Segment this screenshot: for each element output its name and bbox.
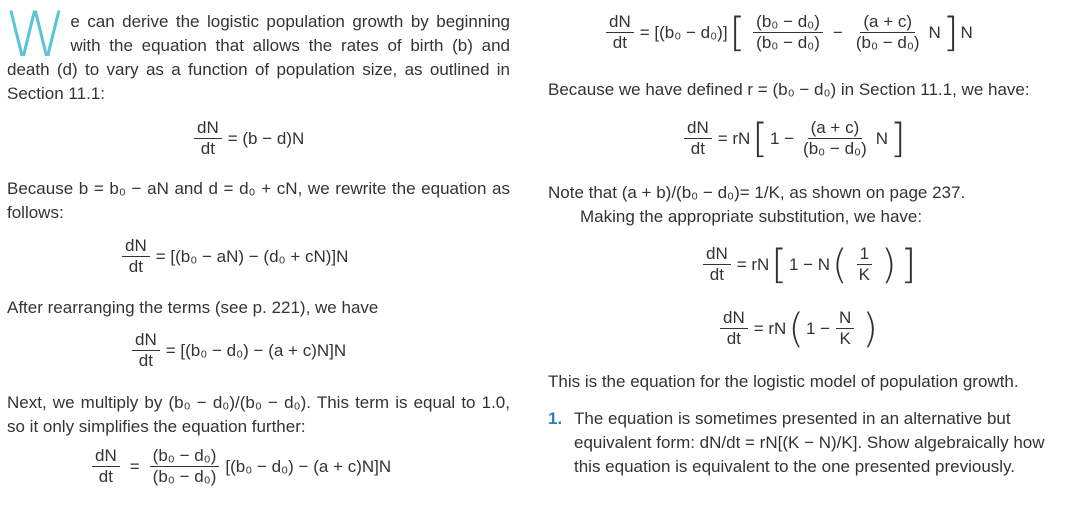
eq7-pre: = rN: [736, 254, 770, 274]
eq6-fden: (b₀ − d₀): [803, 139, 867, 158]
eq4-num: dN: [92, 446, 120, 467]
paragraph-5: Because we have defined r = (b₀ − d₀) in Section 11.1, we have:: [548, 80, 1030, 99]
eq3-rhs: = [(b₀ − d₀) − (a + c)N]N: [165, 340, 347, 360]
intro-text: e can derive the logistic population growth by beginning with the equation that allows the rates of birth (b) and death (d) to vary as a function of population size, as outlined in Section 11.1:: [7, 12, 510, 103]
eq7-fnum: 1: [857, 244, 872, 265]
eq2-rhs: = [(b₀ − aN) − (d₀ + cN)]N: [155, 246, 349, 266]
equation-4: [86, 446, 391, 487]
paragraph-7: Making the appropriate substitution, we have:: [580, 207, 923, 226]
drop-cap: W: [5, 0, 67, 71]
paragraph-4: Next, we multiply by (b₀ − d₀)/(b₀ − d₀). This term is equal to 1.0, so it only simplifies the equation further:: [7, 393, 510, 436]
left-bracket: [: [771, 241, 787, 288]
paragraph-3: After rearranging the terms (see p. 221), we have: [7, 298, 379, 317]
eq5-num: dN: [606, 12, 634, 33]
eq4-den: dt: [98, 467, 113, 486]
eq3-num: dN: [132, 330, 160, 351]
eq2-num: dN: [122, 236, 150, 257]
eq8-num: dN: [720, 308, 748, 329]
eq5-minus: −: [832, 22, 843, 42]
eq6-den: dt: [690, 139, 705, 158]
eq5-den: dt: [612, 33, 627, 52]
eq6-fnum: (a + c): [808, 118, 863, 139]
left-paren: (: [832, 241, 848, 288]
left-paren: (: [788, 305, 804, 352]
right-bracket: ]: [890, 115, 906, 162]
equation-1: [188, 118, 304, 159]
question-number: 1.: [548, 409, 563, 428]
eq6-pre: = rN: [717, 128, 751, 148]
right-paren: ): [862, 305, 878, 352]
eq7-fden: K: [858, 265, 870, 284]
eq7-den: dt: [709, 265, 724, 284]
eq1-num: dN: [194, 118, 222, 139]
equation-8: [714, 305, 880, 352]
eq4-rhs: [(b₀ − d₀) − (a + c)N]N: [225, 456, 392, 476]
eq5-f1den: (b₀ − d₀): [756, 33, 820, 52]
eq5-post: N: [928, 22, 941, 42]
eq8-fden: K: [839, 329, 851, 348]
left-bracket: [: [752, 115, 768, 162]
eq8-den: dt: [726, 329, 741, 348]
right-bracket: ]: [942, 9, 959, 56]
question-1: [548, 407, 1048, 479]
eq5-tail: N: [960, 22, 973, 42]
right-paren: ): [881, 241, 897, 288]
eq1-rhs: = (b − d)N: [227, 128, 305, 148]
paragraph-2: Because b = b₀ − aN and d = d₀ + cN, we rewrite the equation as follows:: [7, 179, 510, 222]
question-text: The equation is sometimes presented in an alternative but equivalent form: dN/dt = rN[(K − N)/K]. Show algebraically how this equation is equivalent to the one presented previously.: [574, 409, 1045, 476]
eq8-fnum: N: [836, 308, 854, 329]
right-bracket: ]: [900, 241, 917, 288]
intro-paragraph: [5, 0, 510, 106]
eq5-f2num: (a + c): [860, 12, 915, 33]
equation-2: [116, 236, 348, 277]
eq4-fnum: (b₀ − d₀): [150, 446, 220, 467]
equation-7: [697, 241, 918, 288]
equation-3: [126, 330, 346, 371]
left-bracket: [: [729, 9, 746, 56]
eq4-fden: (b₀ − d₀): [152, 467, 217, 486]
eq8-one: 1 −: [805, 318, 831, 338]
eq3-den: dt: [138, 351, 153, 370]
eq5-f1num: (b₀ − d₀): [753, 12, 823, 33]
eq7-one: 1 − N: [788, 254, 831, 274]
eq6-num: dN: [684, 118, 712, 139]
equation-5: [600, 9, 973, 56]
eq6-post: N: [875, 128, 889, 148]
paragraph-6: Note that (a + b)/(b₀ − d₀)= 1/K, as shown on page 237.: [548, 183, 966, 202]
eq8-pre: = rN: [753, 318, 787, 338]
eq7-num: dN: [703, 244, 731, 265]
eq1-den: dt: [200, 139, 215, 158]
equation-6: [678, 115, 908, 162]
eq5-pre: = [(b₀ − d₀)]: [639, 22, 728, 42]
paragraph-8: This is the equation for the logistic model of population growth.: [548, 372, 1019, 391]
eq6-one: 1 −: [769, 128, 795, 148]
eq5-f2den: (b₀ − d₀): [855, 33, 920, 52]
eq4-equals: =: [129, 456, 140, 476]
eq2-den: dt: [128, 257, 143, 276]
